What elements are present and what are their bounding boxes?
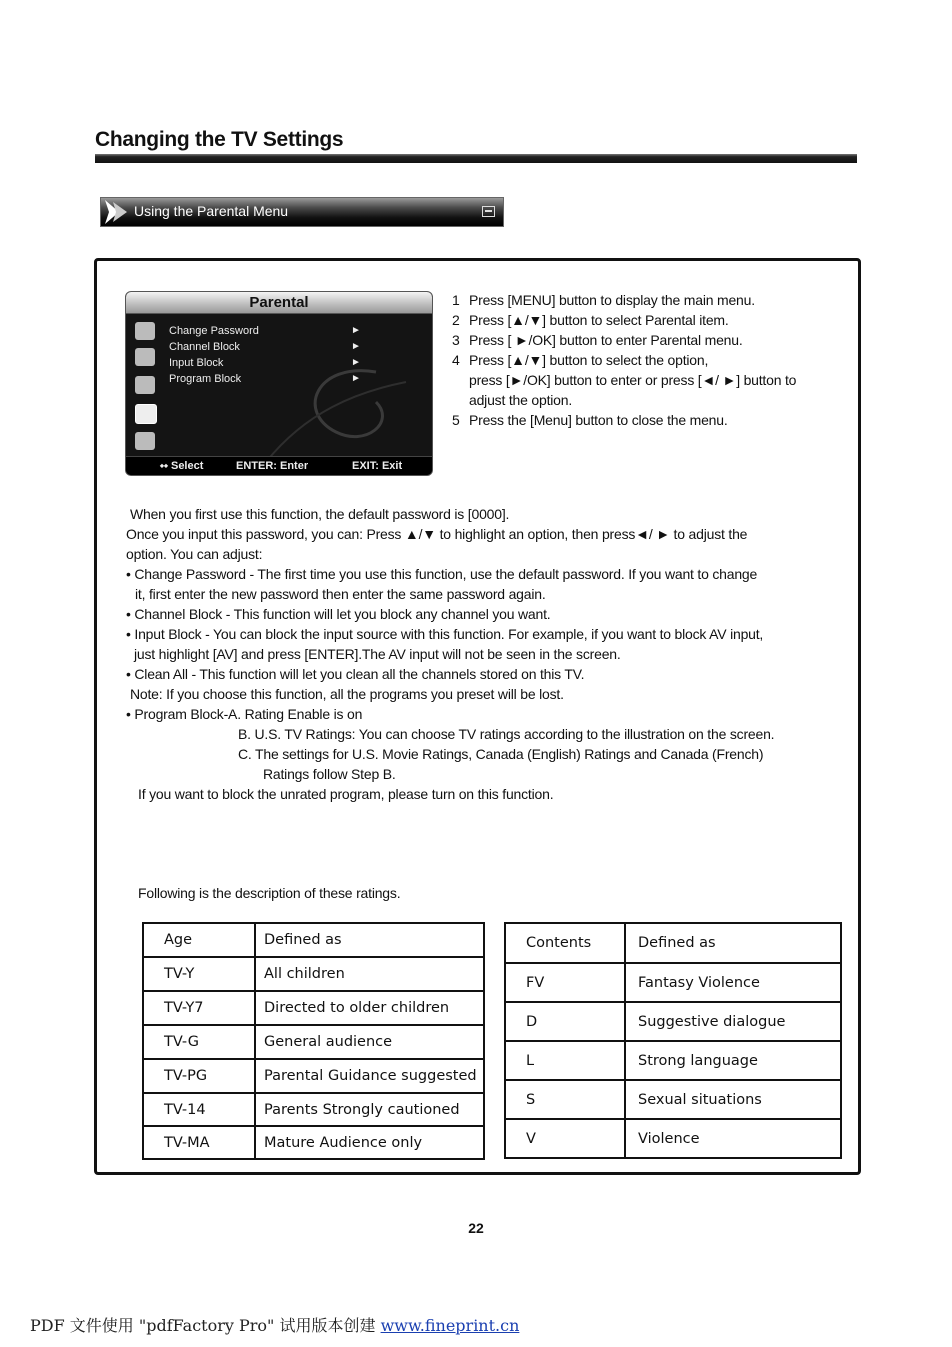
table-cell: S [505,1080,625,1119]
table-row [143,1126,484,1159]
table-row [143,1025,484,1059]
table-row [505,963,841,1002]
step-number: 3 [452,332,460,348]
lock-icon [135,404,157,424]
step-number: 2 [452,312,460,328]
table-row [505,1041,841,1080]
body-line: When you first use this function, the default password is [0000]. [130,506,510,522]
step-text: press [►/OK] button to enter or press [◄/ ►] button to [469,372,797,388]
table-cell: TV-14 [143,1093,255,1126]
table-row [505,1080,841,1119]
body-line: • Program Block-A. Rating Enable is on [126,706,363,722]
table-cell: Fantasy Violence [625,963,841,1002]
table-cell: Sexual situations [625,1080,841,1119]
subsection-banner [100,197,504,227]
tv-menu-title: Parental [249,294,309,311]
body-line: • Channel Block - This function will let you block any channel you want. [126,606,551,622]
table-header-row [143,923,484,957]
body-line: just highlight [AV] and press [ENTER].The AV input will not be seen in the screen. [134,646,621,662]
content-ratings-table [504,922,842,1159]
footer-link[interactable]: www.fineprint.cn [380,1316,520,1335]
tv-footer-select: ⬩⬩ Select [160,460,204,472]
footer-text: PDF 文件使用 "pdfFactory Pro" 试用版本创建 [30,1316,381,1335]
body-line: If you want to block the unrated program, please turn on this function. [138,786,554,802]
table-cell: Parental Guidance suggested [255,1059,484,1093]
table-header-row [505,923,841,963]
table-cell: TV-Y7 [143,991,255,1025]
tv-menu-illustration [125,291,433,476]
chevron-right-icon: ► [351,325,361,336]
sound-icon [135,348,155,366]
step-text: Press the [Menu] button to close the menu. [469,412,728,428]
step-text: Press [ ►/OK] button to enter Parental menu. [469,332,743,348]
table-cell: TV-PG [143,1059,255,1093]
table-header-cell: Defined as [255,923,484,957]
body-line: B. U.S. TV Ratings: You can choose TV ratings according to the illustration on the screen. [238,726,775,742]
table-cell: TV-G [143,1025,255,1059]
setup-icon [135,376,155,394]
tv-footer-enter: ENTER: Enter [236,460,309,472]
banner-label: Using the Parental Menu [134,203,289,219]
table-cell: FV [505,963,625,1002]
age-ratings-table [142,922,485,1160]
page-number: 22 [468,1220,484,1236]
step-number: 5 [452,412,460,428]
step-text: Press [▲/▼] button to select the option, [469,352,709,368]
chevron-right-icon [103,198,131,226]
table-cell: V [505,1119,625,1158]
step-text: Press [MENU] button to display the main menu. [469,292,755,308]
table-cell: All children [255,957,484,991]
table-cell: TV-Y [143,957,255,991]
table-row [143,1059,484,1093]
body-line: C. The settings for U.S. Movie Ratings, Canada (English) Ratings and Canada (French) [238,746,764,762]
table-row [143,957,484,991]
tv-menu-item-change-password: Change Password [169,325,259,337]
step-number: 4 [452,352,460,368]
table-cell: Violence [625,1119,841,1158]
body-line: • Input Block - You can block the input source with this function. For example, if you want to block AV input, [126,626,764,642]
tv-footer-exit: EXIT: Exit [352,460,403,472]
table-cell: L [505,1041,625,1080]
table-row [143,1093,484,1126]
table-cell: Mature Audience only [255,1126,484,1159]
table-cell: Suggestive dialogue [625,1002,841,1041]
chevron-right-icon: ► [351,373,361,384]
table-row [505,1119,841,1158]
step-text: adjust the option. [469,392,573,408]
footer-note [30,1313,519,1336]
table-cell: Strong language [625,1041,841,1080]
chevron-right-icon: ► [351,341,361,352]
table-header-cell: Defined as [625,923,841,963]
table-cell: Parents Strongly cautioned [255,1093,484,1126]
tv-menu-item-input-block: Input Block [169,357,224,369]
step-number: 1 [452,292,460,308]
tv-menu-icon-column [129,318,161,456]
body-line: option. You can adjust: [126,546,263,562]
menu-icon [482,206,495,217]
body-line: • Change Password - The first time you use this function, use the default password. If you want to change [126,566,758,582]
channel-icon [135,432,155,450]
body-line: Note: If you choose this function, all the programs you preset will be lost. [130,686,564,702]
tv-menu-footer [126,456,432,476]
table-cell: TV-MA [143,1126,255,1159]
section-title: Changing the TV Settings [95,128,344,151]
table-row [143,991,484,1025]
body-line: • Clean All - This function will let you clean all the channels stored on this TV. [126,666,585,682]
swirl-decoration [226,352,426,472]
ratings-intro: Following is the description of these ratings. [138,885,401,901]
table-header-cell: Age [143,923,255,957]
table-cell: General audience [255,1025,484,1059]
chevron-right-icon: ► [351,357,361,368]
table-header-cell: Contents [505,923,625,963]
body-line: it, first enter the new password then enter the same password again. [135,586,546,602]
table-cell: Directed to older children [255,991,484,1025]
step-text: Press [▲/▼] button to select Parental item. [469,312,729,328]
picture-icon [135,322,155,340]
tv-menu-item-channel-block: Channel Block [169,341,240,353]
tv-menu-item-program-block: Program Block [169,373,242,385]
table-row [505,1002,841,1041]
table-cell: D [505,1002,625,1041]
body-line: Once you input this password, you can: Press ▲/▼ to highlight an option, then press◄/ ► to adjust the [126,526,748,542]
title-rule [95,154,857,163]
body-line: Ratings follow Step B. [263,766,396,782]
